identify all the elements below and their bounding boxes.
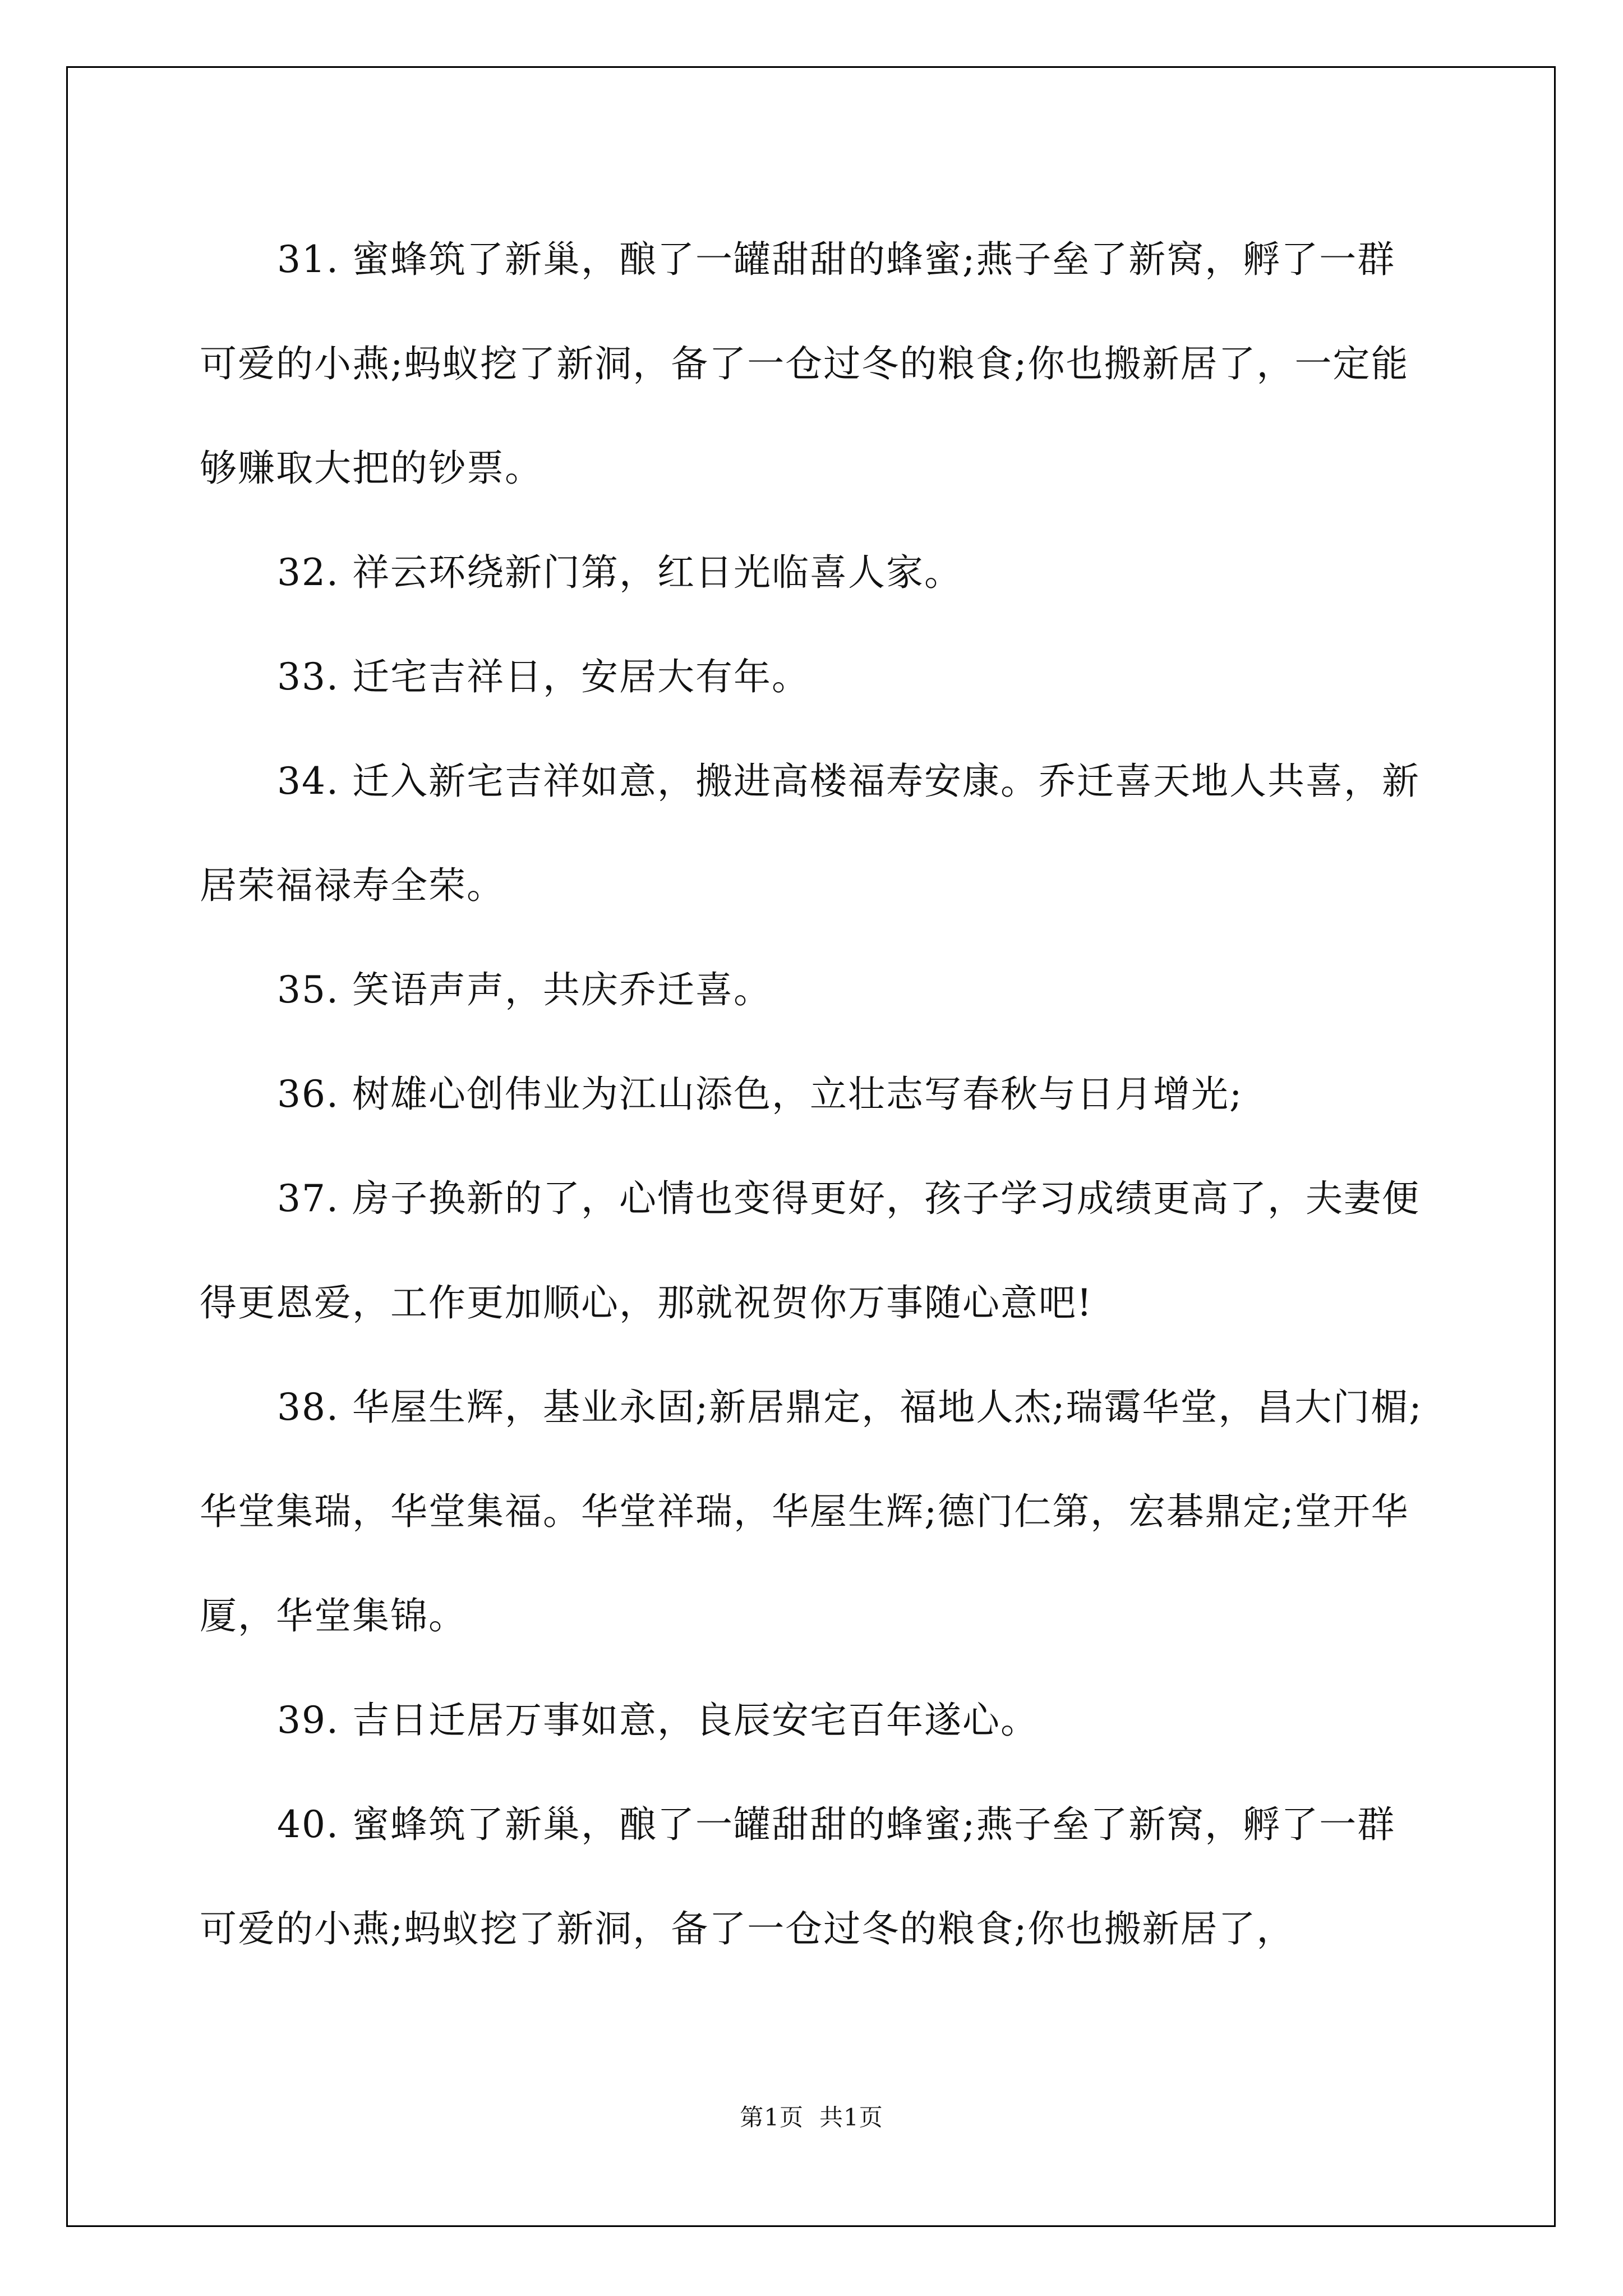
paragraph-38	[200, 1355, 1433, 1668]
page-footer	[0, 2099, 1623, 2133]
item-number: 38.	[277, 1386, 339, 1429]
item-text: 树雄心创伟业为江山添色，立壮志写春秋与日月增光;	[352, 1073, 1243, 1116]
paragraph-37	[200, 1147, 1433, 1355]
item-number: 31.	[277, 238, 339, 281]
item-text: 笑语声声，共庆乔迁喜。	[352, 968, 772, 1011]
item-number: 33.	[277, 655, 339, 698]
item-text: 房子换新的了，心情也变得更好，孩子学习成绩更高了，夫妻便得更恩爱，工作更加顺心，那就祝贺你万事随心意吧!	[200, 1177, 1420, 1324]
paragraph-34	[200, 729, 1433, 938]
paragraph-36	[200, 1042, 1433, 1147]
item-text: 吉日迁居万事如意，良辰安宅百年遂心。	[352, 1699, 1039, 1742]
paragraph-31	[200, 208, 1433, 521]
item-text: 华屋生辉，基业永固;新居鼎定，福地人杰;瑞霭华堂，昌大门楣;华堂集瑞，华堂集福。华堂祥瑞，华屋生辉;德门仁第，宏碁鼎定;堂开华厦，华堂集锦。	[200, 1386, 1423, 1637]
item-text: 蜜蜂筑了新巢，酿了一罐甜甜的蜂蜜;燕子垒了新窝，孵了一群可爱的小燕;蚂蚁挖了新洞，备了一仓过冬的粮食;你也搬新居了，一定能够赚取大把的钞票。	[200, 238, 1409, 490]
item-number: 32.	[277, 551, 339, 594]
paragraph-40	[200, 1773, 1433, 1981]
item-number: 40.	[277, 1803, 339, 1846]
item-number: 37.	[277, 1177, 339, 1220]
item-text: 祥云环绕新门第，红日光临喜人家。	[352, 551, 962, 594]
paragraph-32	[200, 521, 1433, 625]
item-number: 35.	[277, 968, 339, 1011]
page-number-total: 共1页	[819, 2104, 883, 2131]
item-number: 34.	[277, 760, 339, 803]
paragraph-33	[200, 625, 1433, 729]
paragraph-35	[200, 938, 1433, 1042]
item-text: 蜜蜂筑了新巢，酿了一罐甜甜的蜂蜜;燕子垒了新窝，孵了一群可爱的小燕;蚂蚁挖了新洞，备了一仓过冬的粮食;你也搬新居了，	[200, 1803, 1396, 1950]
item-text: 迁宅吉祥日，安居大有年。	[352, 655, 810, 698]
item-number: 39.	[277, 1699, 339, 1742]
page-number-current: 第1页	[740, 2104, 804, 2131]
paragraph-39	[200, 1668, 1433, 1773]
item-number: 36.	[277, 1073, 339, 1116]
item-text: 迁入新宅吉祥如意，搬进高楼福寿安康。乔迁喜天地人共喜，新居荣福禄寿全荣。	[200, 760, 1420, 907]
document-body	[200, 208, 1433, 1981]
